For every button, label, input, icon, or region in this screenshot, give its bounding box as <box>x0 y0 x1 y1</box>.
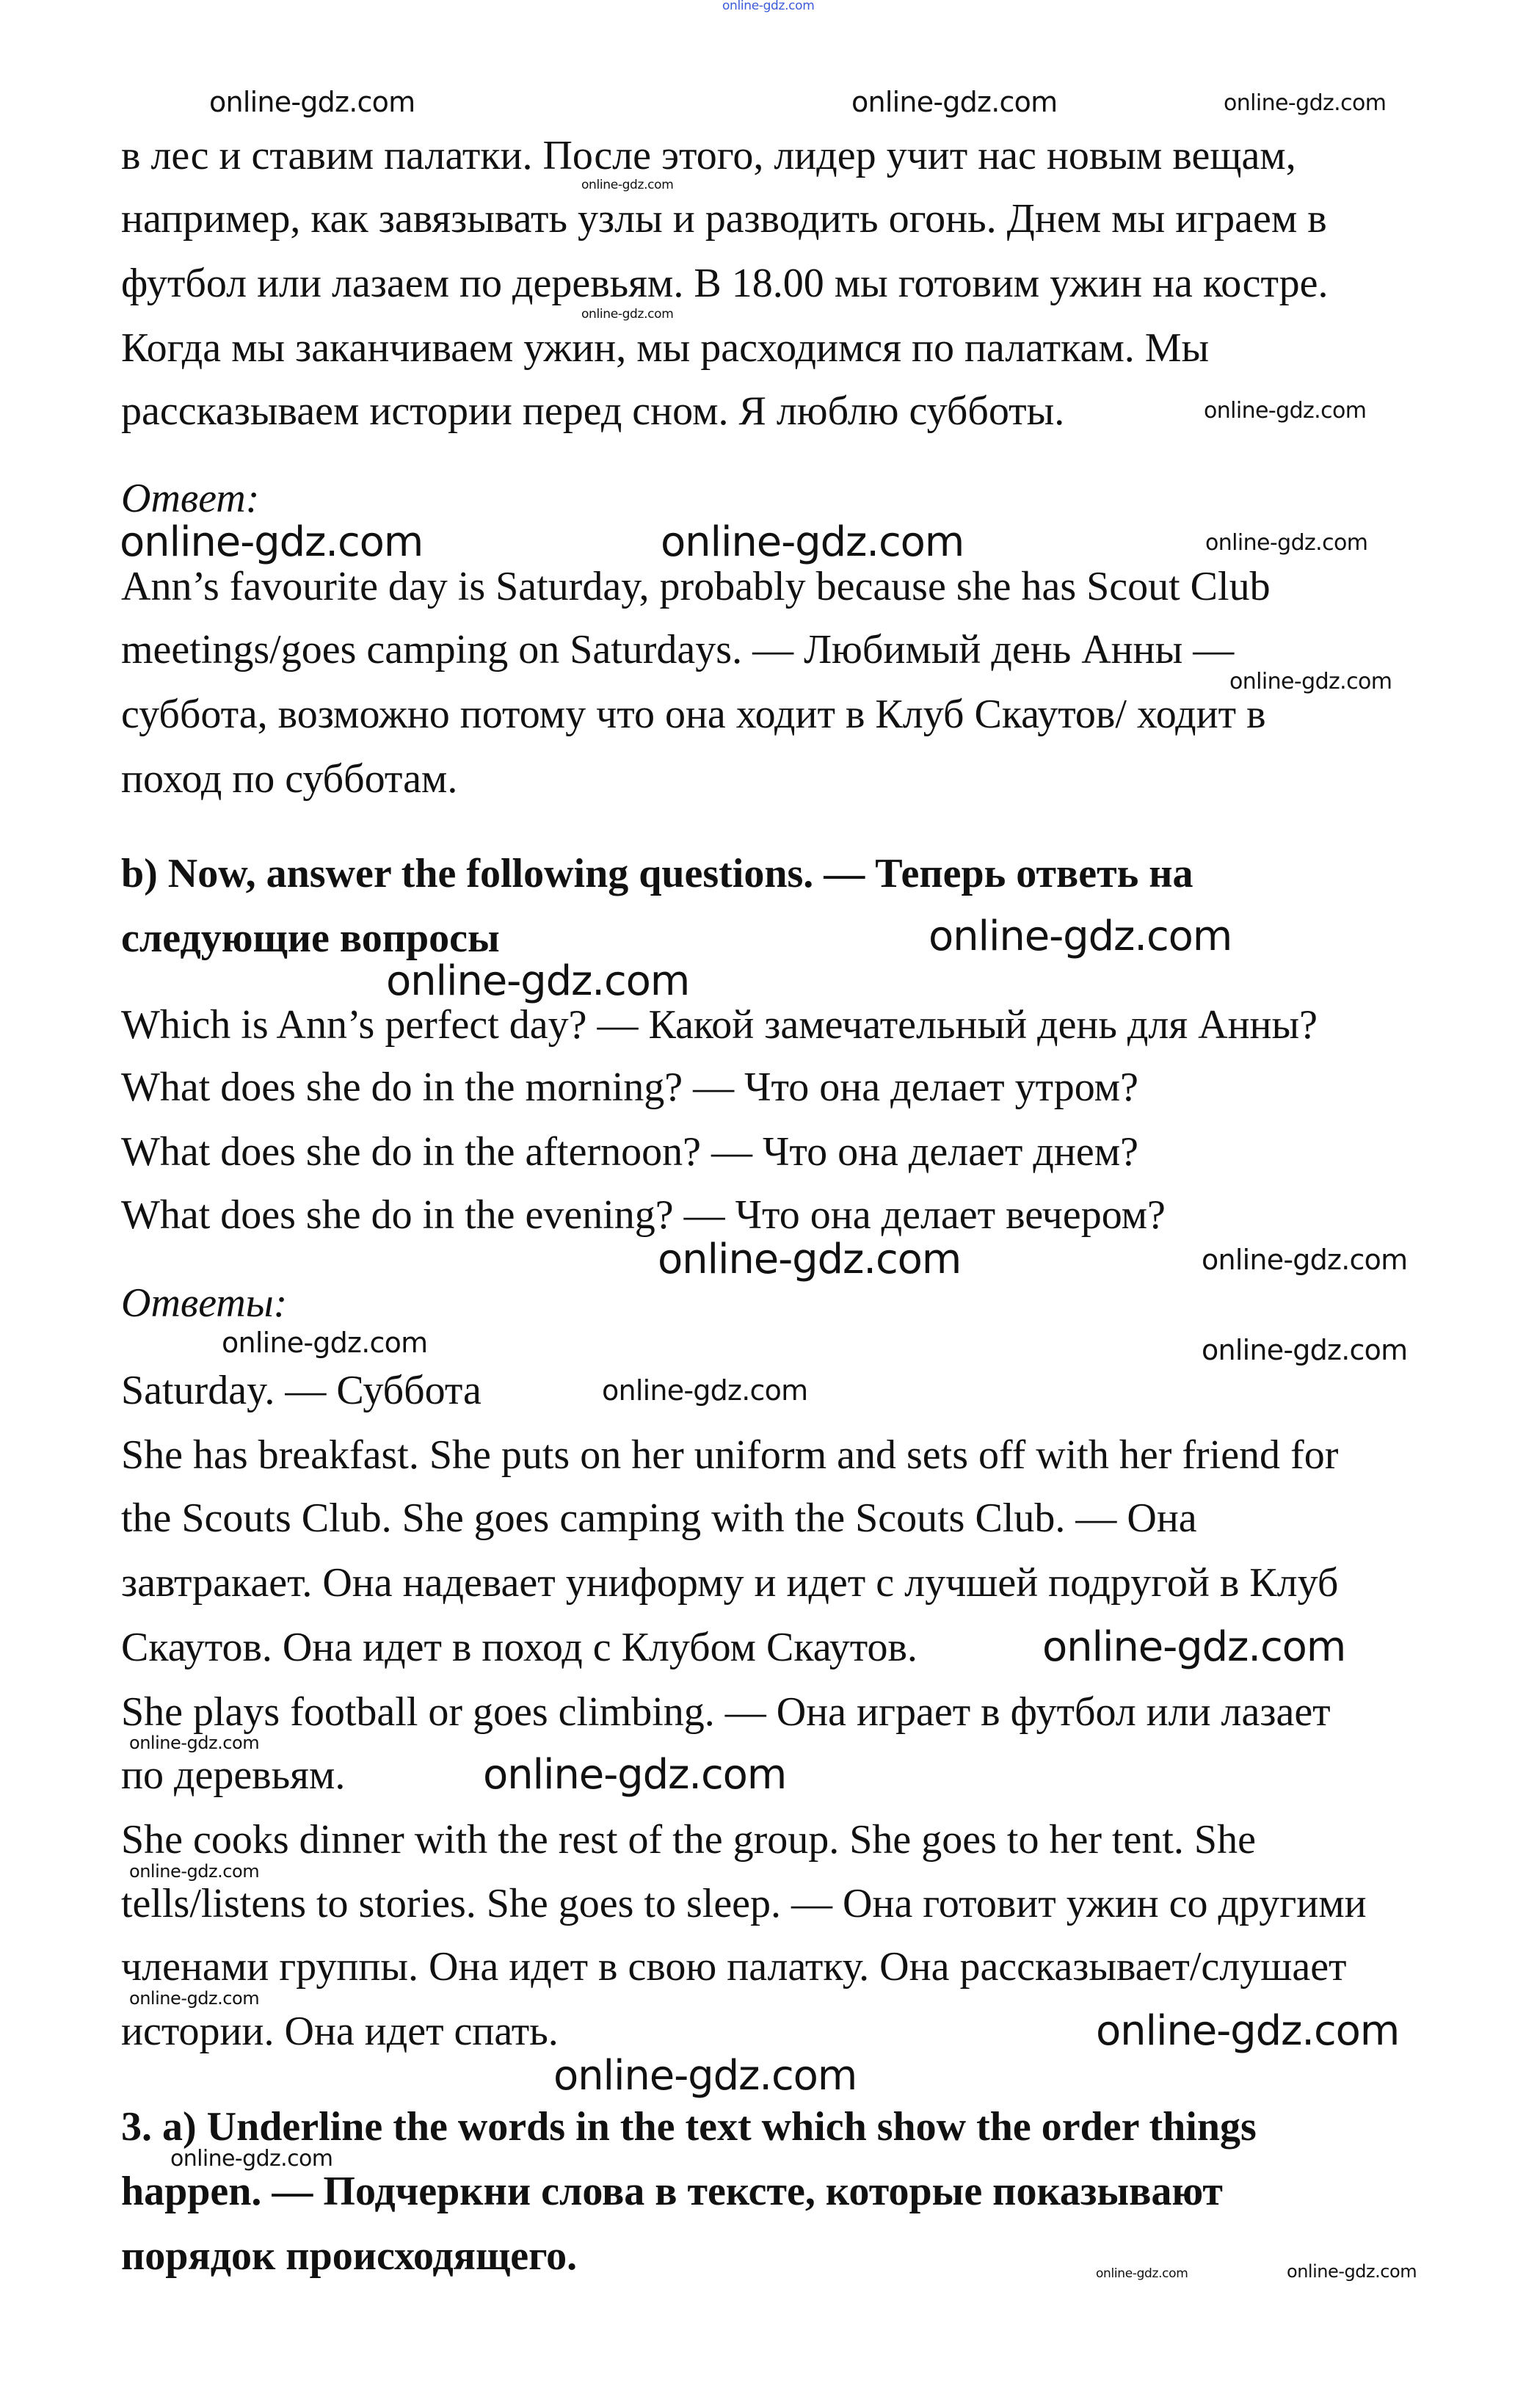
text-line: например, как завязывать узлы и разводить огонь. Днем мы играем в <box>121 196 1327 242</box>
text-line: футбол или лазаем по деревьям. В 18.00 мы готовим ужин на костре. <box>121 261 1329 306</box>
watermark: online-gdz.com <box>1096 2266 1188 2281</box>
watermark: online-gdz.com <box>1229 669 1392 695</box>
watermark: online-gdz.com <box>1202 1244 1408 1276</box>
watermark: online-gdz.com <box>722 0 815 13</box>
task-heading: порядок происходящего. <box>121 2233 578 2279</box>
watermark: online-gdz.com <box>1042 1623 1346 1671</box>
text-line: поход по субботам. <box>121 756 458 802</box>
task-heading: 3. a) Underline the words in the text which show the order things <box>121 2104 1257 2150</box>
text-line: She cooks dinner with the rest of the group. She goes to her tent. She <box>121 1817 1256 1863</box>
watermark: online-gdz.com <box>209 86 415 118</box>
watermark: online-gdz.com <box>129 1733 260 1753</box>
text-line: завтракает. Она надевает униформу и идет с лучшей подругой в Клуб <box>121 1560 1339 1606</box>
watermark: online-gdz.com <box>1202 1334 1408 1366</box>
text-line: Ann’s favourite day is Saturday, probably because she has Scout Club <box>121 564 1271 609</box>
watermark: online-gdz.com <box>120 518 424 566</box>
text-line: meetings/goes camping on Saturdays. — Любимый день Анны — <box>121 627 1235 672</box>
text-line: Когда мы заканчиваем ужин, мы расходимся по палаткам. Мы <box>121 325 1210 371</box>
text-line: в лес и ставим палатки. После этого, лидер учит нас новым вещам, <box>121 133 1296 178</box>
watermark: online-gdz.com <box>661 518 964 566</box>
watermark: online-gdz.com <box>929 913 1232 960</box>
watermark: online-gdz.com <box>129 1861 260 1882</box>
answers-heading: Ответы: <box>121 1280 288 1326</box>
watermark: online-gdz.com <box>851 86 1058 118</box>
watermark: online-gdz.com <box>581 307 674 322</box>
answer-heading: Ответ: <box>121 476 260 521</box>
text-line: по деревьям. <box>121 1752 346 1798</box>
question-line: Which is Ann’s perfect day? — Какой замечательный день для Анны? <box>121 1002 1318 1048</box>
text-line: Saturday. — Суббота <box>121 1368 482 1413</box>
text-line: истории. Она идет спать. <box>121 2009 559 2054</box>
text-line: the Scouts Club. She goes camping with the Scouts Club. — Она <box>121 1495 1197 1541</box>
task-heading: happen. — Подчеркни слова в тексте, которые показывают <box>121 2169 1223 2214</box>
watermark: online-gdz.com <box>170 2146 333 2172</box>
watermark: online-gdz.com <box>1204 398 1367 424</box>
question-line: What does she do in the afternoon? — Что она делает днем? <box>121 1129 1138 1175</box>
task-heading: следующие вопросы <box>121 915 500 961</box>
watermark: online-gdz.com <box>658 1236 962 1283</box>
text-line: рассказываем истории перед сном. Я люблю субботы. <box>121 388 1065 434</box>
text-line: She plays football or goes climbing. — Она играет в футбол или лазает <box>121 1689 1331 1735</box>
watermark: online-gdz.com <box>129 1988 260 2009</box>
watermark: online-gdz.com <box>1287 2261 1417 2282</box>
text-line: She has breakfast. She puts on her uniform and sets off with her friend for <box>121 1432 1339 1478</box>
watermark: online-gdz.com <box>1224 90 1387 116</box>
watermark: online-gdz.com <box>1096 2007 1400 2055</box>
question-line: What does she do in the evening? — Что она делает вечером? <box>121 1192 1166 1238</box>
text-line: членами группы. Она идет в свою палатку. Она рассказывает/слушает <box>121 1944 1347 1990</box>
watermark: online-gdz.com <box>1205 530 1368 556</box>
text-line: Скаутов. Она идет в поход с Клубом Скаутов. <box>121 1625 918 1670</box>
question-line: What does she do in the morning? — Что она делает утром? <box>121 1065 1138 1110</box>
watermark: online-gdz.com <box>581 178 674 192</box>
watermark: online-gdz.com <box>222 1327 428 1359</box>
watermark: online-gdz.com <box>553 2052 857 2100</box>
text-line: tells/listens to stories. She goes to sleep. — Она готовит ужин со другими <box>121 1881 1367 1926</box>
watermark: online-gdz.com <box>483 1751 787 1799</box>
text-line: суббота, возможно потому что она ходит в Клуб Скаутов/ ходит в <box>121 692 1266 737</box>
watermark: online-gdz.com <box>602 1374 808 1407</box>
task-heading: b) Now, answer the following questions. — Теперь ответь на <box>121 851 1193 896</box>
watermark: online-gdz.com <box>386 957 690 1005</box>
